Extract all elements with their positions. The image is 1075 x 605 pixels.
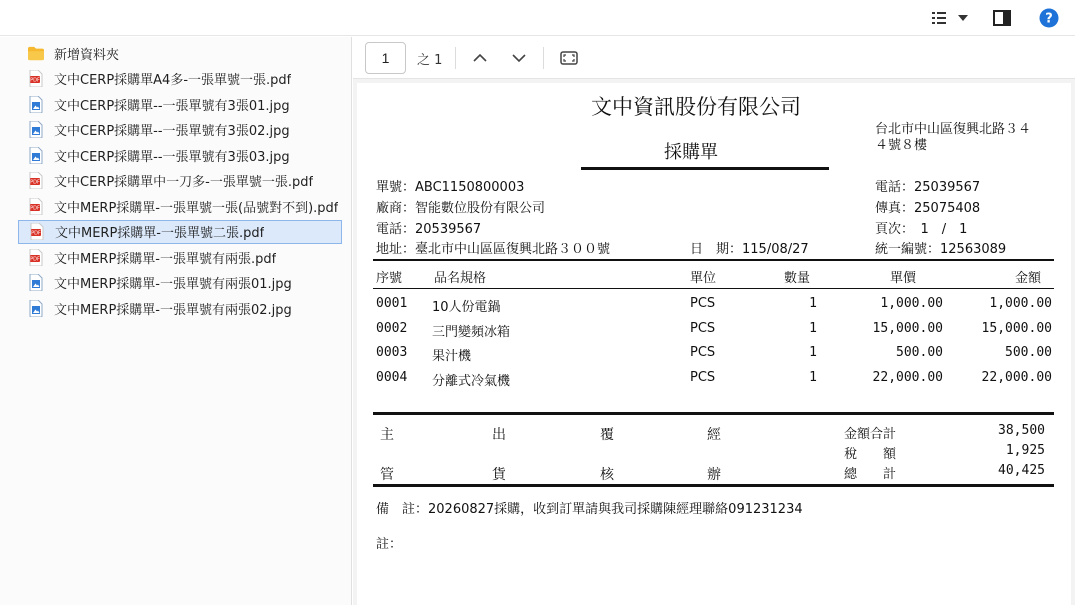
pdf-file-icon [28, 248, 44, 266]
file-item[interactable] [18, 118, 342, 142]
column-header-unit: 單位 [690, 271, 717, 286]
company-address-line1: 台北市中山區復興北路３４ [875, 122, 1032, 137]
file-list-sidebar [0, 37, 352, 605]
file-item[interactable] [18, 194, 342, 218]
image-file-icon [28, 121, 44, 139]
file-name-label: 新增資料夾 [54, 47, 120, 63]
file-item[interactable] [18, 245, 342, 269]
file-name-label: 文中MERP採購單-一張單號一張(品號對不到).pdf [54, 200, 339, 216]
next-page-button[interactable] [508, 48, 530, 68]
vendor-address: 地址：臺北市中山區區復興北路３００號 [376, 242, 611, 257]
table-cell-unit: PCS [690, 320, 716, 336]
table-cell-seq: 0002 [376, 320, 408, 336]
total-label: 總 計 [844, 467, 897, 482]
column-header-amount: 金額 [1015, 271, 1042, 286]
table-cell-price: 15,000.00 [872, 320, 943, 336]
file-item[interactable] [18, 143, 342, 167]
column-header-item: 品名規格 [434, 271, 487, 286]
viewer-toolbar [353, 37, 1075, 79]
table-cell-amount: 500.00 [1005, 345, 1052, 360]
file-name-label: 文中MERP採購單-一張單號有兩張01.jpg [54, 277, 292, 292]
document-viewer [353, 37, 1075, 605]
image-file-icon [28, 299, 44, 317]
file-name-label: 文中CERP採購單--一張單號有3張03.jpg [54, 149, 290, 165]
tax-label: 稅 額 [844, 447, 897, 462]
signature-label: 覆 [600, 427, 614, 443]
table-cell-seq: 0004 [376, 369, 408, 385]
column-header-qty: 數量 [784, 271, 811, 286]
tax-id: 統一編號：12563089 [875, 242, 1007, 257]
signature-label: 出 [492, 427, 506, 443]
totals-top-rule [373, 412, 1054, 415]
table-cell-price: 500.00 [896, 345, 943, 360]
file-item[interactable] [18, 67, 342, 91]
preview-pane-icon[interactable] [992, 9, 1012, 27]
previous-page-button[interactable] [469, 48, 491, 68]
file-item[interactable] [18, 92, 342, 116]
view-options-icon[interactable] [930, 9, 970, 27]
image-file-icon [28, 146, 44, 164]
pdf-file-icon [28, 197, 44, 215]
file-name-label: 文中MERP採購單-一張單號有兩張02.jpg [54, 302, 292, 318]
column-header-seq: 序號 [376, 271, 403, 286]
table-cell-unit: PCS [690, 296, 716, 311]
toolbar-divider [455, 47, 456, 69]
top-toolbar [0, 0, 1075, 36]
tax-value: 1,925 [1005, 443, 1045, 458]
table-cell-unit: PCS [690, 345, 716, 360]
totals-bottom-rule [373, 484, 1054, 487]
table-top-rule [373, 259, 1054, 261]
svg-text:PDF: PDF [30, 256, 40, 263]
note-label: 註： [376, 537, 403, 552]
table-cell-seq: 0003 [376, 345, 408, 360]
signature-label: 核 [600, 467, 614, 483]
table-cell-item: 三門變頻冰箱 [432, 324, 511, 340]
table-cell-amount: 15,000.00 [981, 320, 1052, 336]
table-cell-amount: 22,000.00 [981, 369, 1052, 385]
file-name-label: 文中CERP採購單A4多-一張單號一張.pdf [54, 73, 292, 88]
total-value: 40,425 [998, 463, 1045, 478]
pdf-file-icon [28, 172, 44, 190]
signature-label: 辦 [707, 467, 721, 483]
subtotal-value: 38,500 [998, 423, 1045, 438]
file-item[interactable] [18, 296, 342, 320]
image-file-icon [28, 274, 44, 292]
company-fax: 傳真：25075408 [875, 201, 981, 216]
table-cell-amount: 1,000.00 [989, 296, 1052, 311]
chevron-up-icon [472, 53, 488, 63]
company-address-line2: ４號８樓 [875, 138, 928, 153]
pdf-file-icon [28, 70, 44, 88]
table-cell-qty: 1 [809, 345, 817, 360]
file-name-label: 文中CERP採購單中一刀多-一張單號一張.pdf [54, 175, 314, 190]
signature-label: 主 [380, 427, 394, 443]
file-name-label: 文中MERP採購單-一張單號有兩張.pdf [54, 251, 277, 267]
document-title: 採購單 [664, 142, 718, 163]
page-number-input[interactable]: 1 [365, 42, 406, 74]
table-cell-unit: PCS [690, 369, 716, 385]
image-file-icon [28, 95, 44, 113]
subtotal-label: 金額合計 [844, 427, 897, 442]
table-cell-item: 分離式冷氣機 [432, 373, 511, 389]
svg-text:?: ? [1045, 11, 1053, 27]
table-cell-qty: 1 [809, 369, 817, 385]
svg-text:PDF: PDF [30, 205, 40, 212]
folder-icon [28, 44, 44, 62]
file-item[interactable] [18, 169, 342, 193]
title-underline [581, 167, 829, 170]
table-header-rule [373, 288, 1054, 289]
help-icon[interactable] [1039, 9, 1059, 27]
pdf-file-icon [29, 223, 45, 241]
company-phone: 電話：25039567 [875, 180, 981, 195]
fit-page-button[interactable] [558, 48, 580, 68]
page-indicator: 頁次： 1 / 1 [875, 222, 968, 237]
table-cell-qty: 1 [809, 296, 817, 311]
company-name: 文中資訊股份有限公司 [591, 95, 801, 119]
signature-label: 經 [707, 427, 721, 443]
file-name-label: 文中CERP採購單--一張單號有3張02.jpg [54, 124, 290, 139]
file-item[interactable] [18, 271, 342, 295]
svg-text:PDF: PDF [30, 77, 40, 84]
toolbar-divider [543, 47, 544, 69]
table-cell-price: 1,000.00 [880, 296, 943, 311]
remark: 備 註：20260827採購，收到訂單請與我司採購陳經理聯絡091231234 [376, 502, 803, 517]
file-name-label: 文中MERP採購單-一張單號二張.pdf [55, 226, 265, 241]
column-header-price: 單價 [890, 271, 917, 286]
table-cell-seq: 0001 [376, 296, 408, 311]
svg-text:PDF: PDF [30, 179, 40, 186]
table-cell-item: 果汁機 [432, 349, 472, 364]
table-cell-price: 22,000.00 [872, 369, 943, 385]
signature-label: 貨 [492, 467, 506, 483]
table-cell-qty: 1 [809, 320, 817, 336]
table-cell-item: 10人份電鍋 [432, 300, 501, 315]
order-number: 單號：ABC1150800003 [376, 180, 525, 195]
vendor-phone: 電話：20539567 [376, 222, 482, 237]
vendor-name: 廠商：智能數位股份有限公司 [376, 201, 546, 216]
chevron-down-icon [511, 53, 527, 63]
file-name-label: 文中CERP採購單--一張單號有3張01.jpg [54, 98, 290, 114]
order-date: 日 期：115/08/27 [690, 242, 809, 257]
document-page [357, 83, 1071, 605]
svg-text:PDF: PDF [31, 230, 41, 237]
fit-to-page-icon [560, 51, 578, 65]
page-total-label: 之 1 [417, 53, 443, 68]
folder-item[interactable] [18, 41, 342, 65]
file-item[interactable] [18, 220, 342, 244]
signature-label: 管 [380, 467, 394, 483]
